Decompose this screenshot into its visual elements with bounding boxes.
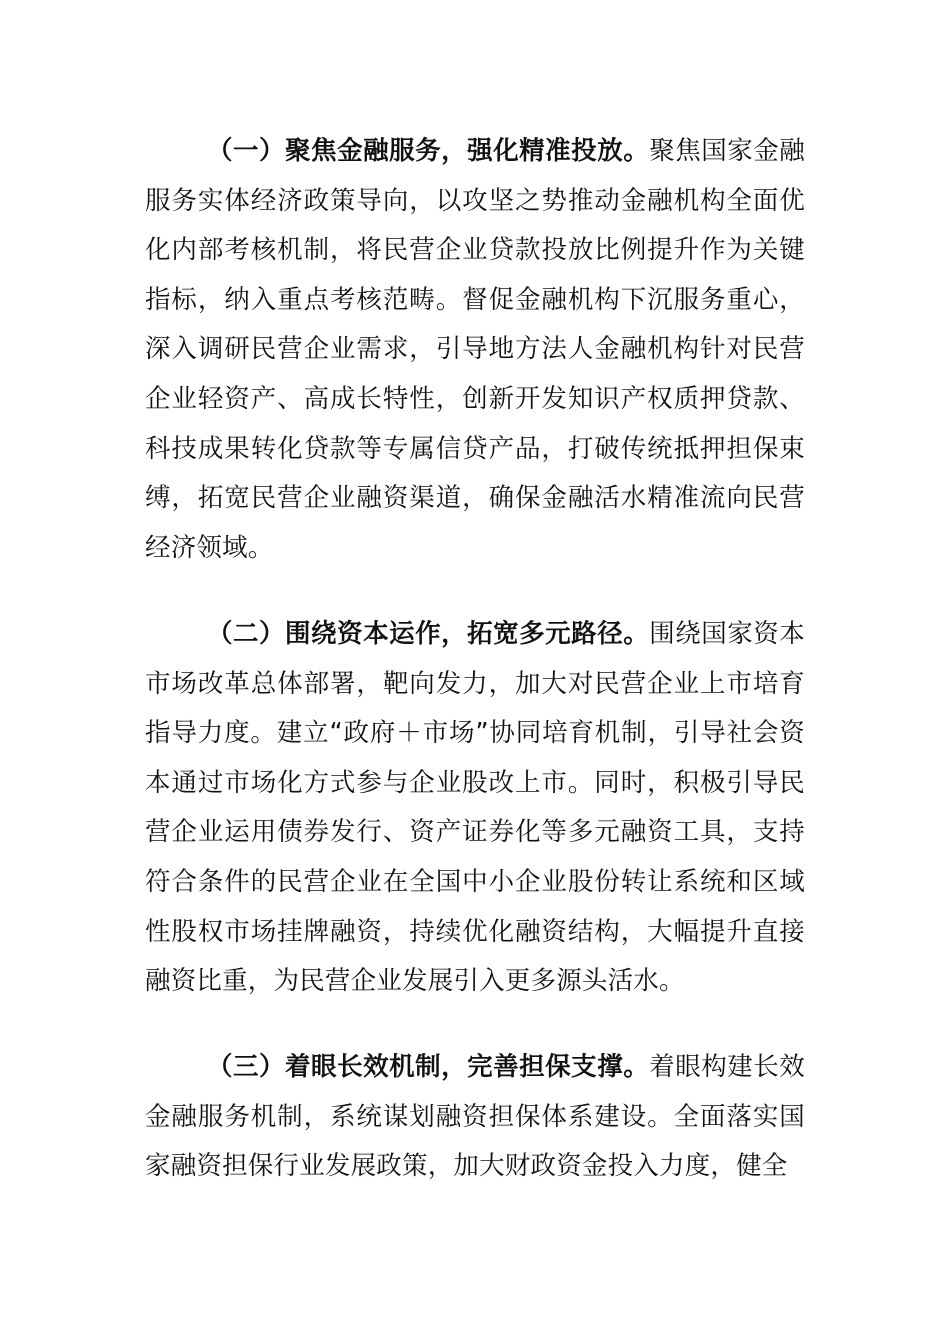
paragraph-1 bbox=[145, 127, 805, 573]
paragraph-2 bbox=[145, 610, 805, 1007]
paragraph-1-body: 聚焦国家金融服务实体经济政策导向，以攻坚之势推动金融机构全面优化内部考核机制，将民营企业贷款投放比例提升作为关键指标，纳入重点考核范畴。督促金融机构下沉服务重心，深入调研民营企业需求，引导地方法人金融机构针对民营企业轻资产、高成长特性，创新开发知识产权质押贷款、科技成果转化贷款等专属信贷产品，打破传统抵押担保束缚，拓宽民营企业融资渠道，确保金融活水精准流向民营经济领域。 bbox=[145, 136, 806, 563]
paragraph-3 bbox=[145, 1043, 805, 1192]
paragraph-3-heading: （三）着眼长效机制，完善担保支撑。 bbox=[207, 1052, 650, 1082]
paragraph-2-heading: （二）围绕资本运作，拓宽多元路径。 bbox=[207, 619, 650, 649]
paragraph-2-body: 围绕国家资本市场改革总体部署，靶向发力，加大对民营企业上市培育指导力度。建立“政府＋市场”协同培育机制，引导社会资本通过市场化方式参与企业股改上市。同时，积极引导民营企业运用债券发行、资产证券化等多元融资工具，支持符合条件的民营企业在全国中小企业股份转让系统和区域性股权市场挂牌融资，持续优化融资结构，大幅提升直接融资比重，为民营企业发展引入更多源头活水。 bbox=[145, 619, 806, 997]
paragraph-1-heading: （一）聚焦金融服务，强化精准投放。 bbox=[207, 136, 650, 166]
paragraph-3-body: 着眼构建长效金融服务机制，系统谋划融资担保体系建设。全面落实国家融资担保行业发展政策，加大财政资金投入力度，健全 bbox=[145, 1052, 806, 1182]
